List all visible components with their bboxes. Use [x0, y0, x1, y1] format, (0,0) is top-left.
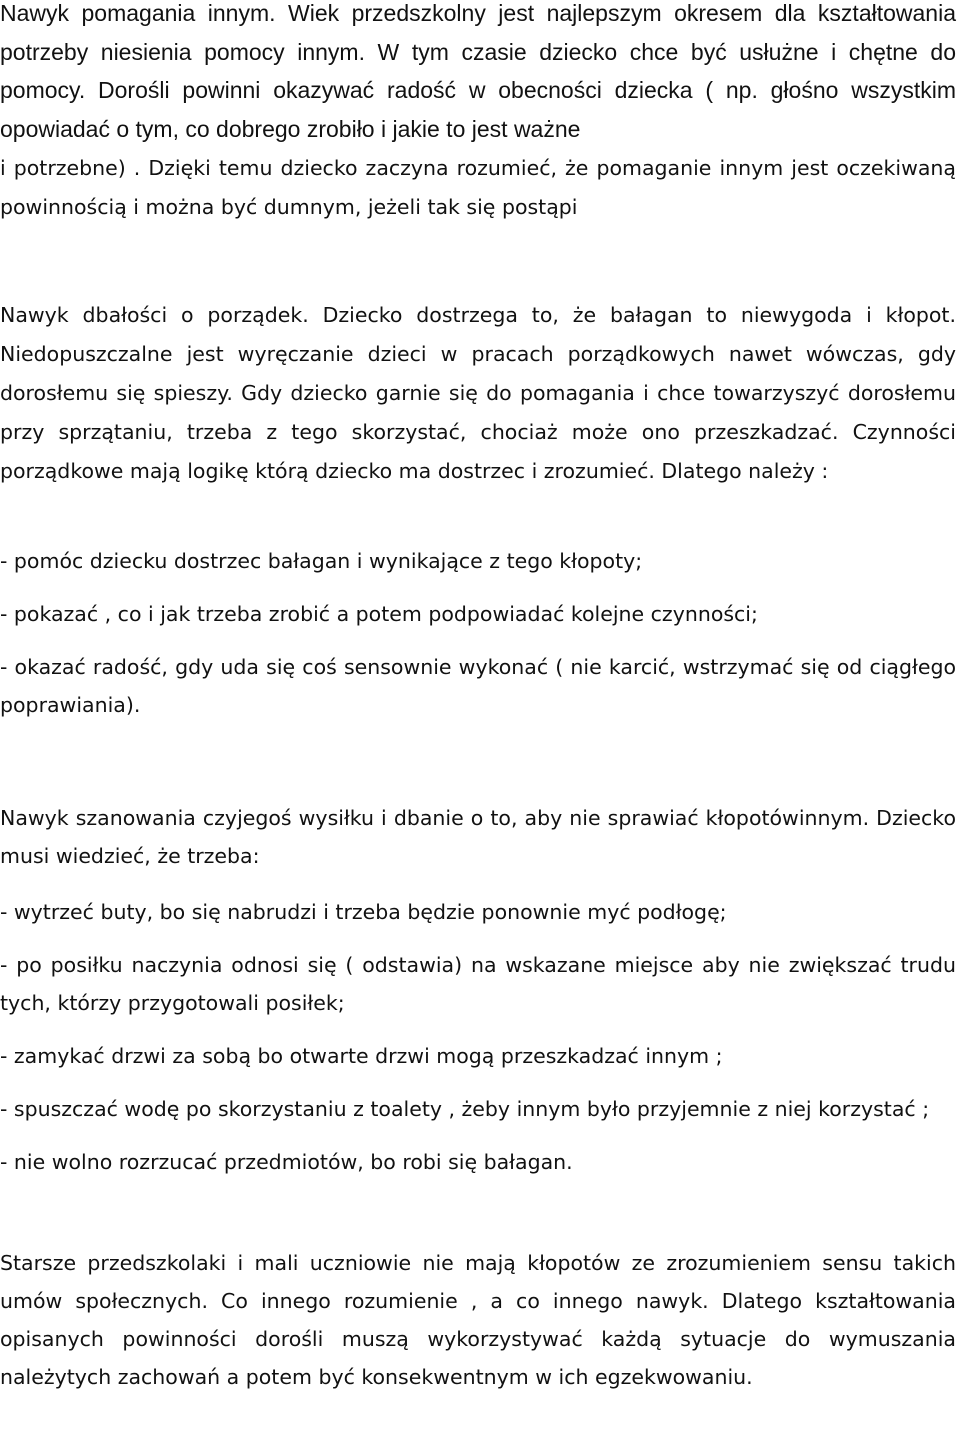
- paragraph-text: i potrzebne) . Dzięki temu dziecko zaczyna rozumieć, że pomaganie innym jest oczekiwaną powinnością i można być dumnym, jeżeli tak się postąpi: [0, 156, 956, 219]
- list-item: - spuszczać wodę po skorzystaniu z toalety , żeby innym było przyjemnie z niej korzystać ;: [0, 1097, 930, 1121]
- list-item: - nie wolno rozrzucać przedmiotów, bo robi się bałagan.: [0, 1150, 573, 1174]
- paragraph-order-habit: [0, 296, 956, 491]
- list-item: - okazać radość, gdy uda się coś sensownie wykonać ( nie karcić, wstrzymać się od ciągłego poprawiania).: [0, 655, 956, 717]
- list-item: - pokazać , co i jak trzeba zrobić a potem podpowiadać kolejne czynności;: [0, 602, 758, 626]
- list-respect-steps: [0, 893, 956, 1181]
- list-order-steps: [0, 542, 956, 724]
- paragraph-text: Starsze przedszkolaki i mali uczniowie nie mają kłopotów ze zrozumieniem sensu takich umów społecznych. Co innego rozumienie , a co innego nawyk. Dlatego kształtowania opisanych powinności dorośli muszą wykorzystywać każdą sytuacje do wymuszania należytych zachowań a potem być konsekwentnym w ich egzekwowaniu.: [0, 1251, 956, 1389]
- list-item: - wytrzeć buty, bo się nabrudzi i trzeba będzie ponownie myć podłogę;: [0, 900, 727, 924]
- paragraph-text: Nawyk pomagania innym. Wiek przedszkolny jest najlepszym okresem dla kształtowania potrzeby niesienia pomocy innym. W tym czasie dziecko chce być usłużne i chętne do pomocy. Dorośli powinni okazywać radość w obecności dziecka ( np. głośno wszystkim opowiadać o tym, co dobrego zrobiło i jakie to jest ważne: [0, 0, 956, 142]
- paragraph-text: Nawyk szanowania czyjegoś wysiłku i dbanie o to, aby nie sprawiać kłopotówinnym. Dziecko musi wiedzieć, że trzeba:: [0, 806, 956, 868]
- paragraph-helping-habit-intro: [0, 0, 956, 148]
- paragraph-text: Nawyk dbałości o porządek. Dziecko dostrzega to, że bałagan to niewygoda i kłopot. Niedopuszczalne jest wyręczanie dzieci w pracach porządkowych nawet wówczas, gdy dorosłemu się spieszy. Gdy dziecko garnie się do pomagania i chce towarzyszyć dorosłemu przy sprzątaniu, trzeba z tego skorzystać, chociaż może ono przeszkadzać. Czynności porządkowe mają logikę którą dziecko ma dostrzec i zrozumieć. Dlatego należy :: [0, 303, 956, 483]
- list-item: - po posiłku naczynia odnosi się ( odstawia) na wskazane miejsce aby nie zwiększać trudu tych, którzy przygotowali posiłek;: [0, 953, 956, 1015]
- list-item: - pomóc dziecku dostrzec bałagan i wynikające z tego kłopoty;: [0, 549, 643, 573]
- paragraph-conclusion: [0, 1244, 956, 1396]
- list-item: - zamykać drzwi za sobą bo otwarte drzwi mogą przeszkadzać innym ;: [0, 1044, 723, 1068]
- paragraph-respect-habit: [0, 799, 956, 875]
- paragraph-helping-habit-continuation: [0, 149, 956, 226]
